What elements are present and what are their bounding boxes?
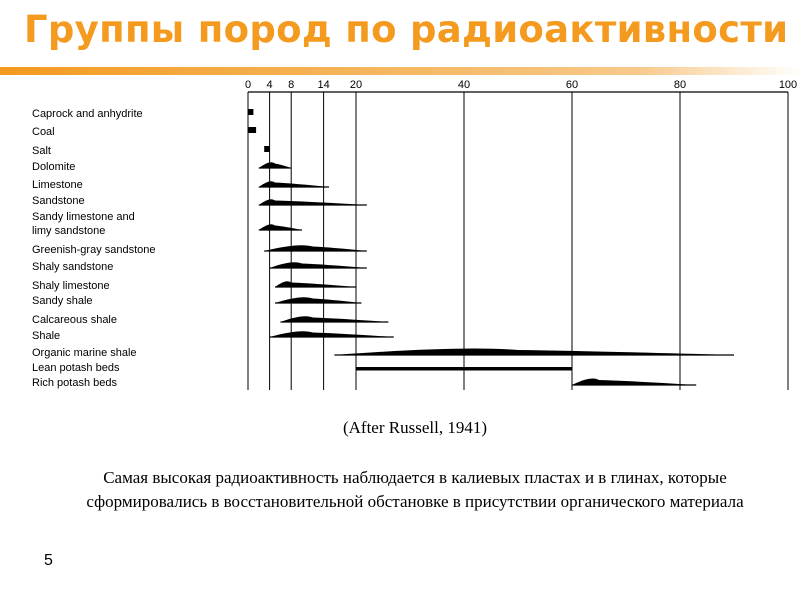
range-mark [248, 127, 256, 133]
category-label: Calcareous shale [32, 314, 117, 326]
category-label: Coal [32, 126, 55, 138]
x-tick-label: 100 [778, 80, 798, 91]
range-mark [275, 297, 361, 303]
range-mark [356, 367, 572, 371]
category-label: Rich potash beds [32, 377, 117, 389]
x-tick-label: 8 [288, 80, 295, 91]
x-tick-label: 4 [266, 80, 273, 91]
x-tick-label: 60 [565, 80, 579, 91]
x-tick-label: 20 [349, 80, 363, 91]
category-label: Salt [32, 145, 51, 157]
category-label: Shale [32, 330, 61, 342]
category-label: Dolomite [32, 161, 76, 173]
range-mark [270, 262, 367, 268]
range-mark [280, 316, 388, 322]
category-label: Sandy shale [32, 295, 93, 307]
category-label: Greenish-gray sandstone [32, 244, 156, 256]
x-tick-label: 40 [457, 80, 471, 91]
category-label: Lean potash beds [32, 362, 120, 374]
range-mark [264, 146, 269, 152]
x-tick-label: 80 [673, 80, 687, 91]
range-mark [259, 181, 329, 187]
category-label: Shaly limestone [32, 280, 110, 292]
range-mark [572, 379, 696, 385]
category-label: Caprock and anhydrite [32, 108, 143, 120]
range-mark [334, 349, 734, 355]
range-mark [275, 281, 356, 287]
slide-title: Группы пород по радиоактивности [24, 8, 789, 51]
range-mark [259, 199, 367, 205]
x-tick-label: 14 [317, 80, 330, 91]
category-label: Limestone [32, 179, 83, 191]
x-tick-label: 0 [244, 80, 252, 91]
category-label: Sandstone [32, 195, 85, 207]
description-text: Самая высокая радиоактивность наблюдается в калиевых пластах и в глинах, которые сформировались в восстановительной обстановке в присутствии органического материала [86, 468, 744, 511]
title-underline [0, 67, 800, 75]
category-label: Organic marine shale [32, 347, 137, 359]
range-mark [248, 109, 253, 115]
range-mark [259, 162, 291, 168]
chart-source-caption: (After Russell, 1941) [342, 418, 487, 437]
range-mark [259, 224, 302, 230]
category-label: Shaly sandstone [32, 261, 114, 273]
category-label: Sandy limestone and limy sandstone [32, 211, 135, 237]
range-mark [264, 245, 367, 251]
radioactivity-chart [0, 80, 800, 390]
range-mark [270, 331, 394, 337]
page-number: 5 [44, 552, 53, 569]
